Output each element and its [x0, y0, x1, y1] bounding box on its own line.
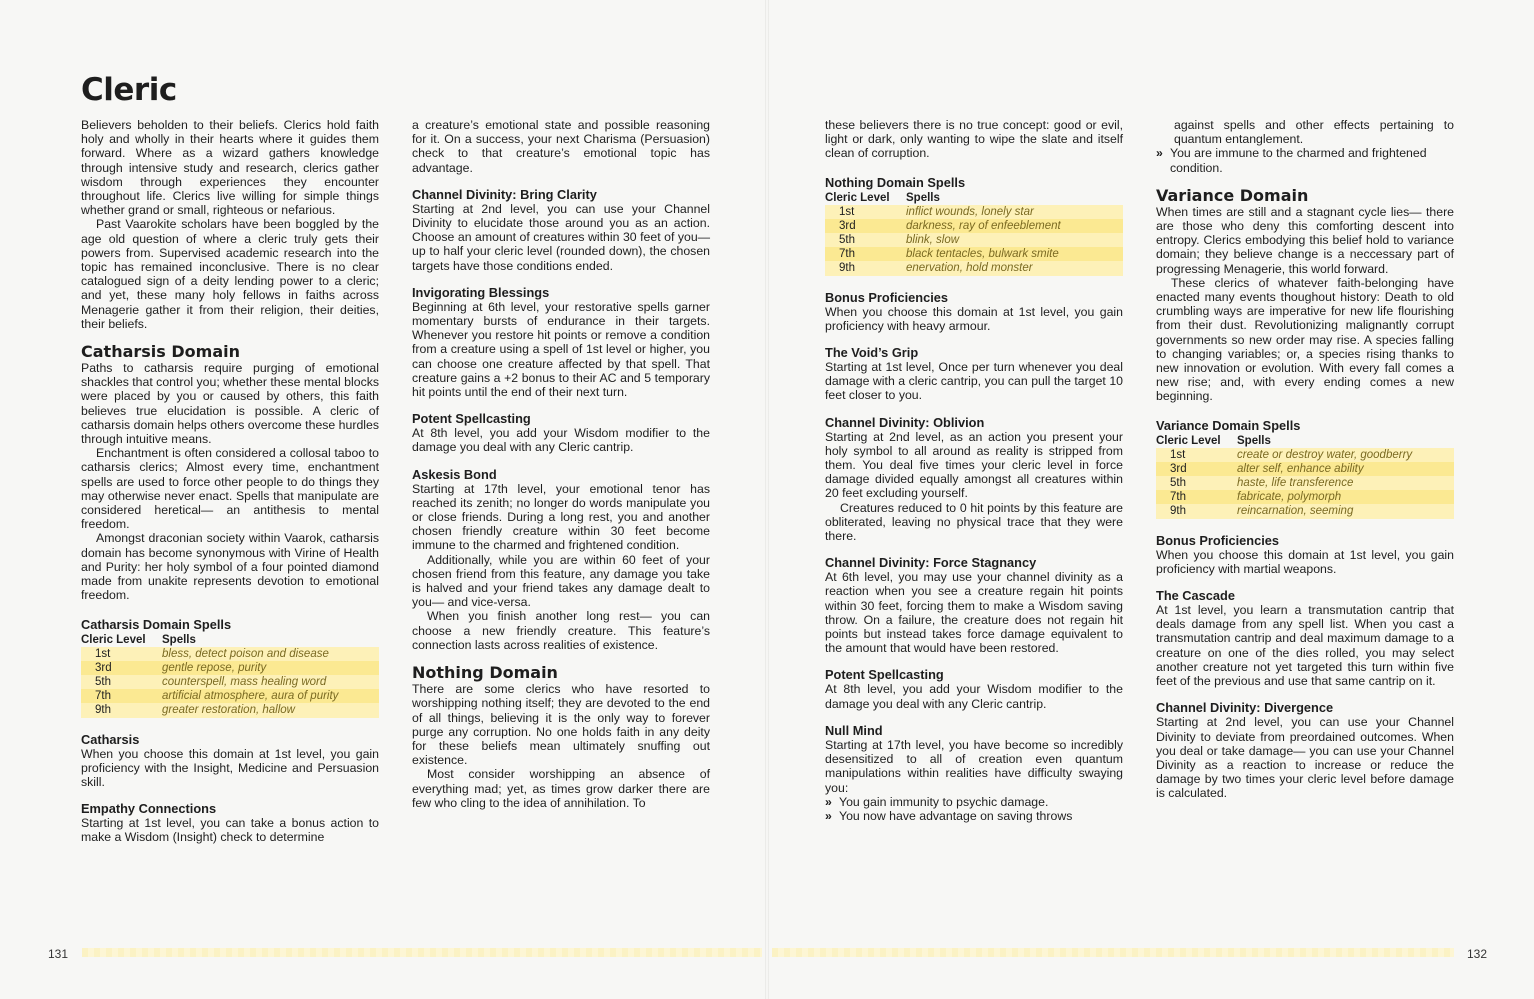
- askesis-bond-paragraph-2: Additionally, while you are within 60 feet of your chosen friend from this feature, any damage you take is halved and your friend takes any damage dealt to you— and vice-versa.: [412, 552, 710, 610]
- table-row: [825, 219, 1123, 233]
- bonus-proficiencies-text: When you choose this domain at 1st level, you gain proficiency with heavy armour.: [825, 304, 1123, 333]
- header-spells: Spells: [162, 633, 196, 646]
- oblivion-heading: Channel Divinity: Oblivion: [825, 414, 985, 430]
- spell-list: alter self, enhance ability: [1237, 462, 1364, 475]
- bullet-icon: »: [825, 794, 832, 809]
- spell-list: inflict wounds, lonely star: [906, 205, 1034, 218]
- oblivion-paragraph-1: Starting at 2nd level, as an action you present your holy symbol to all around as reality is stripped from them. You deal five times your cleric level in force damage divided equally amongst all creatures within 20 feet excluding yourself.: [825, 429, 1123, 501]
- header-spells: Spells: [1237, 434, 1271, 447]
- page-number-right: 132: [1467, 947, 1488, 961]
- right-column-1: [825, 118, 1123, 823]
- table-row: [81, 703, 379, 717]
- list-item: [1156, 146, 1454, 174]
- bring-clarity-heading: Channel Divinity: Bring Clarity: [412, 186, 597, 202]
- right-column-2: [1156, 118, 1454, 801]
- bring-clarity-text: Starting at 2nd level, you can use your Channel Divinity to elucidate those around you as an action. Choose an amount of creatures within 30 feet of you— up to half your cleric level (rounded down), the chosen targets have those conditions ended.: [412, 201, 710, 273]
- table-row: [1156, 490, 1454, 504]
- bullet-icon: »: [825, 808, 832, 823]
- spell-level: 3rd: [1170, 462, 1187, 475]
- continued-text: against spells and other effects pertaining to quantum entanglement.: [1174, 118, 1454, 147]
- force-stagnancy-text: At 6th level, you may use your channel divinity as a reaction when you see a creature regain hit points within 30 feet, forcing them to make a Wisdom saving throw. On a failure, the creature does not regain hit points but instead takes force damage equivalent to the amount that would have been restored.: [825, 570, 1123, 656]
- the-cascade-heading: The Cascade: [1156, 588, 1235, 604]
- spell-level: 5th: [95, 675, 111, 688]
- table-row: [1156, 462, 1454, 476]
- table-row: [825, 233, 1123, 247]
- table-row: [81, 675, 379, 689]
- spell-level: 7th: [1170, 491, 1186, 504]
- variance-spells-heading: Variance Domain Spells: [1156, 417, 1301, 433]
- table-row: [825, 261, 1123, 275]
- table-header: [1156, 435, 1454, 448]
- bonus-proficiencies-text: When you choose this domain at 1st level, you gain proficiency with martial weapons.: [1156, 547, 1454, 576]
- bullet-text: You now have advantage on saving throws: [839, 808, 1073, 823]
- nothing-spells-heading: Nothing Domain Spells: [825, 174, 966, 190]
- potent-spellcasting-text: At 8th level, you add your Wisdom modifier to the damage you deal with any Cleric cantrip.: [412, 426, 710, 455]
- footer-bar-left: [82, 948, 762, 957]
- variance-domain-heading: Variance Domain: [1156, 185, 1309, 205]
- spell-level: 3rd: [839, 219, 856, 232]
- spell-list: gentle repose, purity: [162, 661, 267, 674]
- header-spells: Spells: [906, 191, 940, 204]
- page-number-left: 131: [48, 947, 69, 961]
- catharsis-paragraph-3: Amongst draconian society within Vaarok, catharsis domain has become synonymous with Virine of Health and Purity: her holy symbol of a four pointed diamond made from unakite represents devotion to emotional freedom.: [81, 531, 379, 603]
- header-cleric-level: Cleric Level: [1156, 434, 1221, 447]
- invigorating-blessings-heading: Invigorating Blessings: [412, 284, 550, 300]
- left-column-2: [412, 118, 710, 810]
- spell-list: fabricate, polymorph: [1237, 491, 1342, 504]
- askesis-bond-paragraph-1: Starting at 17th level, your emotional tenor has reached its zenith; no longer do words manipulate you or close friends. During a long rest, you and another chosen friendly creature within 30 feet become immune to the charmed and frightened condition.: [412, 481, 710, 553]
- variance-paragraph-2: These clerics of whatever faith-belonging have enacted many events thoughout history: Death to old crumbling ways are imperative for new life flourishing from their dust. Revolutionizing malignantly corrupt governments so new order may rise. A species falling to changing variables; or, a species rising thanks to new innovation or evolution. With every fall comes a new rise; and, with every ending comes a new beginning.: [1156, 275, 1454, 404]
- spell-level: 1st: [1170, 448, 1186, 461]
- book-gutter: [765, 0, 769, 999]
- variance-paragraph-1: When times are still and a stagnant cycle lies— there are those who deny this comforting descent into entropy. Clerics embodying this belief hold to variance domain; they believe change is a neccessary part of progressing Menagerie, this world forward.: [1156, 204, 1454, 276]
- table-row: [825, 247, 1123, 261]
- spell-list: black tentacles, bulwark smite: [906, 248, 1059, 261]
- continued-text: a creature’s emotional state and possible reasoning for it. On a success, your next Charisma (Persuasion) check to that creature’s emotional topic has advantage.: [412, 118, 710, 175]
- list-item: [825, 795, 1123, 809]
- bonus-proficiencies-heading: Bonus Proficiencies: [825, 289, 949, 305]
- table-row: [81, 661, 379, 675]
- bullet-text: You gain immunity to psychic damage.: [839, 794, 1049, 809]
- divergence-heading: Channel Divinity: Divergence: [1156, 700, 1334, 716]
- spell-level: 7th: [839, 248, 855, 261]
- table-header: [825, 192, 1123, 205]
- left-column-1: [81, 118, 379, 845]
- table-row: [1156, 504, 1454, 518]
- spell-list: create or destroy water, goodberry: [1237, 448, 1413, 461]
- catharsis-paragraph-1: Paths to catharsis require purging of emotional shackles that control you; whether these mental blocks were placed by you or caused by others, this faith believes true elucidation is possible. A cleric of catharsis domain helps others overcome these hurdles through intuitive means.: [81, 361, 380, 447]
- spell-list: greater restoration, hallow: [162, 704, 295, 717]
- table-row: [81, 689, 379, 703]
- nothing-spells-table: [825, 192, 1123, 276]
- page-title: Cleric: [81, 72, 177, 108]
- catharsis-spells-table: [81, 634, 379, 718]
- null-mind-text: Starting at 17th level, you have become so incredibly desensitized to all of creation even quantum manipulations within realities have difficulty swaying you:: [825, 737, 1123, 795]
- askesis-bond-heading: Askesis Bond: [412, 466, 497, 482]
- askesis-bond-paragraph-3: When you finish another long rest— you can choose a new friendly creature. This feature’s connection lasts across realities of existence.: [412, 609, 710, 652]
- table-header: [81, 634, 379, 647]
- potent-spellcasting-heading: Potent Spellcasting: [412, 411, 531, 427]
- catharsis-spells-heading: Catharsis Domain Spells: [81, 616, 232, 632]
- spell-list: enervation, hold monster: [906, 262, 1033, 275]
- empathy-connections-text: Starting at 1st level, you can take a bonus action to make a Wisdom (Insight) check to determine: [81, 816, 379, 845]
- spell-level: 9th: [839, 262, 855, 275]
- spell-level: 1st: [95, 647, 111, 660]
- oblivion-paragraph-2: Creatures reduced to 0 hit points by this feature are obliterated, leaving no physical trace that they were there.: [825, 500, 1123, 544]
- header-cleric-level: Cleric Level: [825, 191, 890, 204]
- spell-level: 1st: [839, 205, 855, 218]
- bullet-icon: »: [1156, 146, 1163, 161]
- bullet-text: You are immune to the charmed and frightened condition.: [1170, 146, 1427, 175]
- potent-spellcasting-heading: Potent Spellcasting: [825, 667, 944, 683]
- spell-level: 5th: [1170, 477, 1186, 490]
- catharsis-paragraph-2: Enchantment is often considered a collosal taboo to catharsis clerics; Almost every time, enchantment spells are used to force other people to do things they may otherwise never enact. Spells that manipulate are considered heretical— an antithesis to mental freedom.: [81, 446, 379, 532]
- intro-paragraph-2: Past Vaarokite scholars have been boggled by the age old question of where a cleric truly gets their powers from. Supervised academic research into the topic has remained inconclusive. There is no clear catalogued sign of a deity lending power to a cleric; and yet, these many holy fellows in faiths across Menagerie gather it from their religion, their deities, their beliefs.: [81, 217, 379, 331]
- voids-grip-heading: The Void’s Grip: [825, 345, 919, 361]
- spell-level: 7th: [95, 690, 111, 703]
- the-cascade-text: At 1st level, you learn a transmutation cantrip that deals damage from any spell list. When you cast a transmutation cantrip and deal maximum damage to a creature on one of the dies rolled, you may select another creature not yet targeted this turn within five feet of the previous and use that same cantrip on it.: [1156, 603, 1454, 689]
- table-body: [81, 647, 379, 718]
- spell-list: bless, detect poison and disease: [162, 647, 329, 660]
- spell-list: haste, life transference: [1237, 477, 1354, 490]
- force-stagnancy-heading: Channel Divinity: Force Stagnancy: [825, 555, 1037, 571]
- catharsis-feature-heading: Catharsis: [81, 731, 140, 747]
- spell-level: 9th: [95, 704, 111, 717]
- nothing-domain-paragraph-1: There are some clerics who have resorted to worshipping nothing itself; they are devoted to the end of all things, believing it is the only way to forever purge any corruption. No one holds faith in any deity for these beliefs mean ultimately snuffing out existence.: [412, 682, 710, 768]
- invigorating-blessings-text: Beginning at 6th level, your restorative spells garner momentary bursts of endurance in their targets. Whenever you restore hit points or remove a condition from a creature using a spell of 1st level or higher, you can choose one creature affected by that spell. That creature gains a +2 bonus to their AC and 5 temporary hit points until the end of their next turn.: [412, 299, 710, 400]
- footer-bar-right: [772, 948, 1454, 957]
- table-body: [1156, 448, 1454, 519]
- divergence-text: Starting at 2nd level, you can use your Channel Divinity to deviate from preordained outcomes. When you deal or take damage— you can use your Channel Divinity as a reaction to increase or reduce the damage by two times your cleric level before damage is calculated.: [1156, 715, 1454, 801]
- nothing-domain-paragraph-2: Most consider worshipping an absence of everything mad; yet, as times grow darker there are few who cling to the idea of annihilation. To: [412, 767, 710, 810]
- nothing-domain-heading: Nothing Domain: [412, 663, 558, 683]
- intro-paragraph-1: Believers beholden to their beliefs. Clerics hold faith holy and wholly in their hearts where it guides them forward. Where as a wizard gathers knowledge through intensive study and research, clerics gather wisdom through experiences they encounter throughout life. Clerics live willing for simple things whether grand or small, righteous or nefarious.: [81, 118, 379, 218]
- table-row: [1156, 476, 1454, 490]
- list-item: [825, 809, 1123, 823]
- variance-spells-table: [1156, 435, 1454, 519]
- spell-list: reincarnation, seeming: [1237, 505, 1354, 518]
- catharsis-domain-heading: Catharsis Domain: [81, 342, 240, 362]
- spell-level: 5th: [839, 234, 855, 247]
- header-cleric-level: Cleric Level: [81, 633, 146, 646]
- spell-level: 3rd: [95, 661, 112, 674]
- spell-list: counterspell, mass healing word: [162, 675, 327, 688]
- empathy-connections-heading: Empathy Connections: [81, 801, 217, 817]
- table-row: [1156, 448, 1454, 462]
- null-mind-heading: Null Mind: [825, 722, 883, 738]
- spell-level: 9th: [1170, 505, 1186, 518]
- spell-list: artificial atmosphere, aura of purity: [162, 690, 339, 703]
- continued-text: these believers there is no true concept: good or evil, light or dark, only wanting to wipe the slate and itself clean of corruption.: [825, 118, 1123, 161]
- spell-list: blink, slow: [906, 234, 960, 247]
- catharsis-feature-text: When you choose this domain at 1st level, you gain proficiency with the Insight, Medicine and Persuasion skill.: [81, 746, 379, 789]
- potent-spellcasting-text: At 8th level, you add your Wisdom modifier to the damage you deal with any Cleric cantrip.: [825, 682, 1123, 711]
- table-row: [81, 647, 379, 661]
- bonus-proficiencies-heading: Bonus Proficiencies: [1156, 532, 1280, 548]
- table-row: [825, 205, 1123, 219]
- voids-grip-text: Starting at 1st level, Once per turn whenever you deal damage with a cleric cantrip, you can pull the target 10 feet closer to you.: [825, 360, 1123, 403]
- spell-list: darkness, ray of enfeeblement: [906, 219, 1061, 232]
- table-body: [825, 205, 1123, 276]
